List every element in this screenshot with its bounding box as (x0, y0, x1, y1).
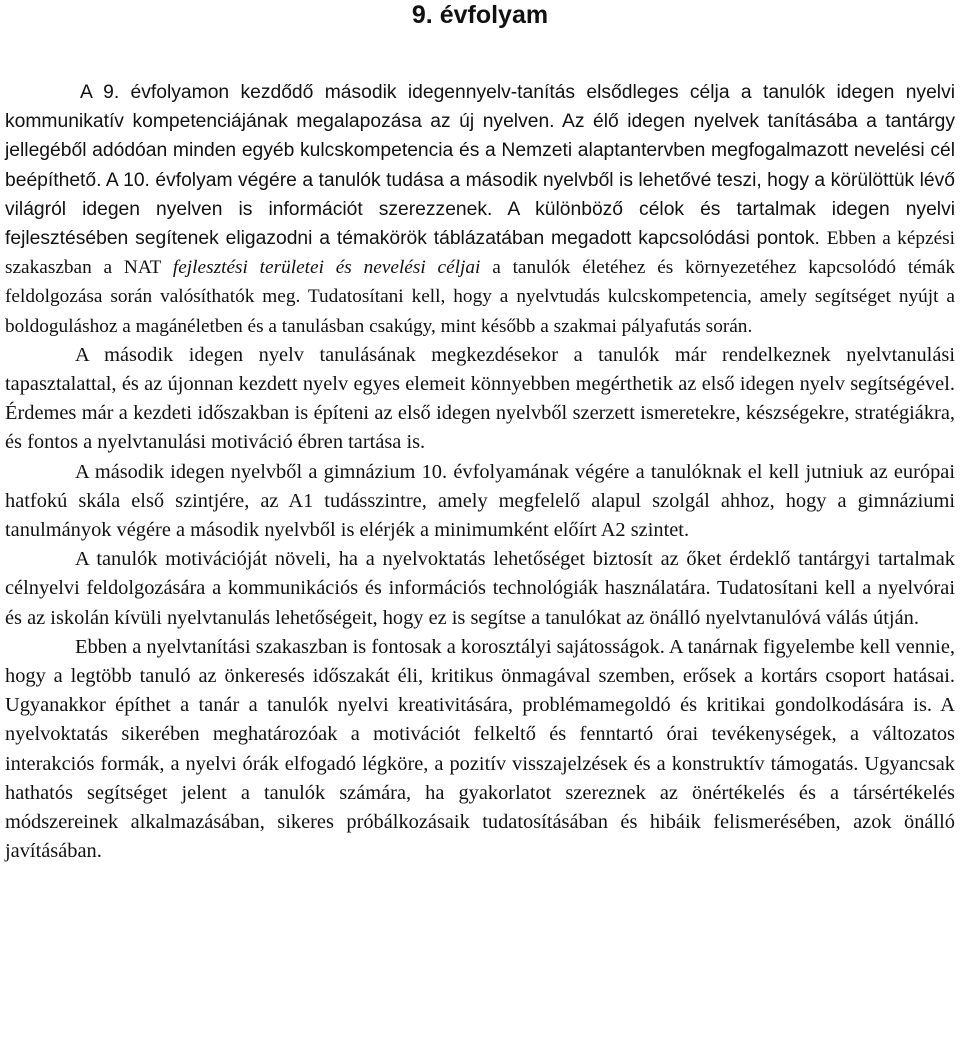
paragraph-1-sans-text: A 9. évfolyamon kezdődő második idegennyelv-tanítás elsődleges célja a tanulók idegen nyelvi kommunikatív kompetenciájának megalapozása az új nyelven. Az élő idegen nyelvek tanításába a tantárgy jellegéből adódóan minden egyéb kulcskompetencia és a Nemzeti alaptantervben megfogalmazott nevelési cél beépíthető. A 10. évfolyam végére a tanulók tudása a második nyelvből is lehetővé teszi, hogy a körülöttük lévő világról idegen nyelven is információt szerezzenek. A különböző célok és tartalmak idegen nyelvi fejlesztésében segítenek eligazodni a témakörök táblázatában megadott kapcsolódási pontok. (5, 82, 955, 250)
paragraph-1 (5, 78, 955, 341)
paragraph-1-serif-text-before: Ebben a képzési szakaszban a NAT (5, 228, 955, 279)
paragraph-3: A második idegen nyelvből a gimnázium 10. évfolyamának végére a tanulóknak el kell jutniuk az európai hatfokú skála első szintjére, az A1 tudásszintre, amely megfelelő alapul szolgál ahhoz, hogy a gimnáziumi tanulmányok végére a második nyelvből is elérjék a minimumként előírt A2 szintet. (5, 460, 955, 542)
paragraph-1-italic-text: fejlesztési területei és nevelési céljai (172, 257, 481, 279)
page-title: 9. évfolyam (411, 1, 549, 29)
paragraph-2: A második idegen nyelv tanulásának megkezdésekor a tanulók már rendelkeznek nyelvtanulási tapasztalattal, és az újonnan kezdett nyelv egyes elemeit könnyebben megérthetik az első idegen nyelv segítségével. Érdemes már a kezdeti időszakban is építeni az első idegen nyelvből szerzett ismeretekre, készségekre, stratégiákra, és fontos a nyelvtanulási motiváció ébren tartása is. (5, 343, 955, 454)
paragraph-5: Ebben a nyelvtanítási szakaszban is fontosak a korosztályi sajátosságok. A tanárnak figyelembe kell vennie, hogy a legtöbb tanuló az önkeresés időszakát éli, kritikus önmagával szemben, erősek a kortárs csoport hatásai. Ugyanakkor építhet a tanár a tanulók nyelvi kreativitására, problémamegoldó és kritikai gondolkodására is. A nyelvoktatás sikerében meghatározóak a motivációt felkeltő és fenntartó órai tevékenységek, a változatos interakciós formák, a nyelvi órák elfogadó légköre, a pozitív visszajelzések és a konstruktív támogatás. Ugyancsak hathatós segítséget jelent a tanulók számára, ha gyakorlatot szereznek az önértékelés és a társértékelés módszereinek alkalmazásában, sikeres próbálkozásaik tudatosításában és hibáik felismerésében, azok önálló javításában. (5, 635, 955, 863)
paragraph-4: A tanulók motivációját növeli, ha a nyelvoktatás lehetőséget biztosít az őket érdeklő tantárgyi tartalmak célnyelvi feldolgozására a kommunikációs és információs technológiák használatára. Tudatosítani kell a nyelvórai és az iskolán kívüli nyelvtanulás lehetőségeit, hogy ez is segítse a tanulókat az önálló nyelvtanulóvá válás útján. (5, 548, 955, 629)
paragraph-1-serif-text-after: a tanulók életéhez és környezetéhez kapcsolódó témák feldolgozása során valósíthatók meg. Tudatosítani kell, hogy a nyelvtudás kulcskompetencia, amely segítséget nyújt a boldoguláshoz a magánéletben és a tanulásban csakúgy, mint később a szakmai pályafutás során. (5, 257, 955, 337)
